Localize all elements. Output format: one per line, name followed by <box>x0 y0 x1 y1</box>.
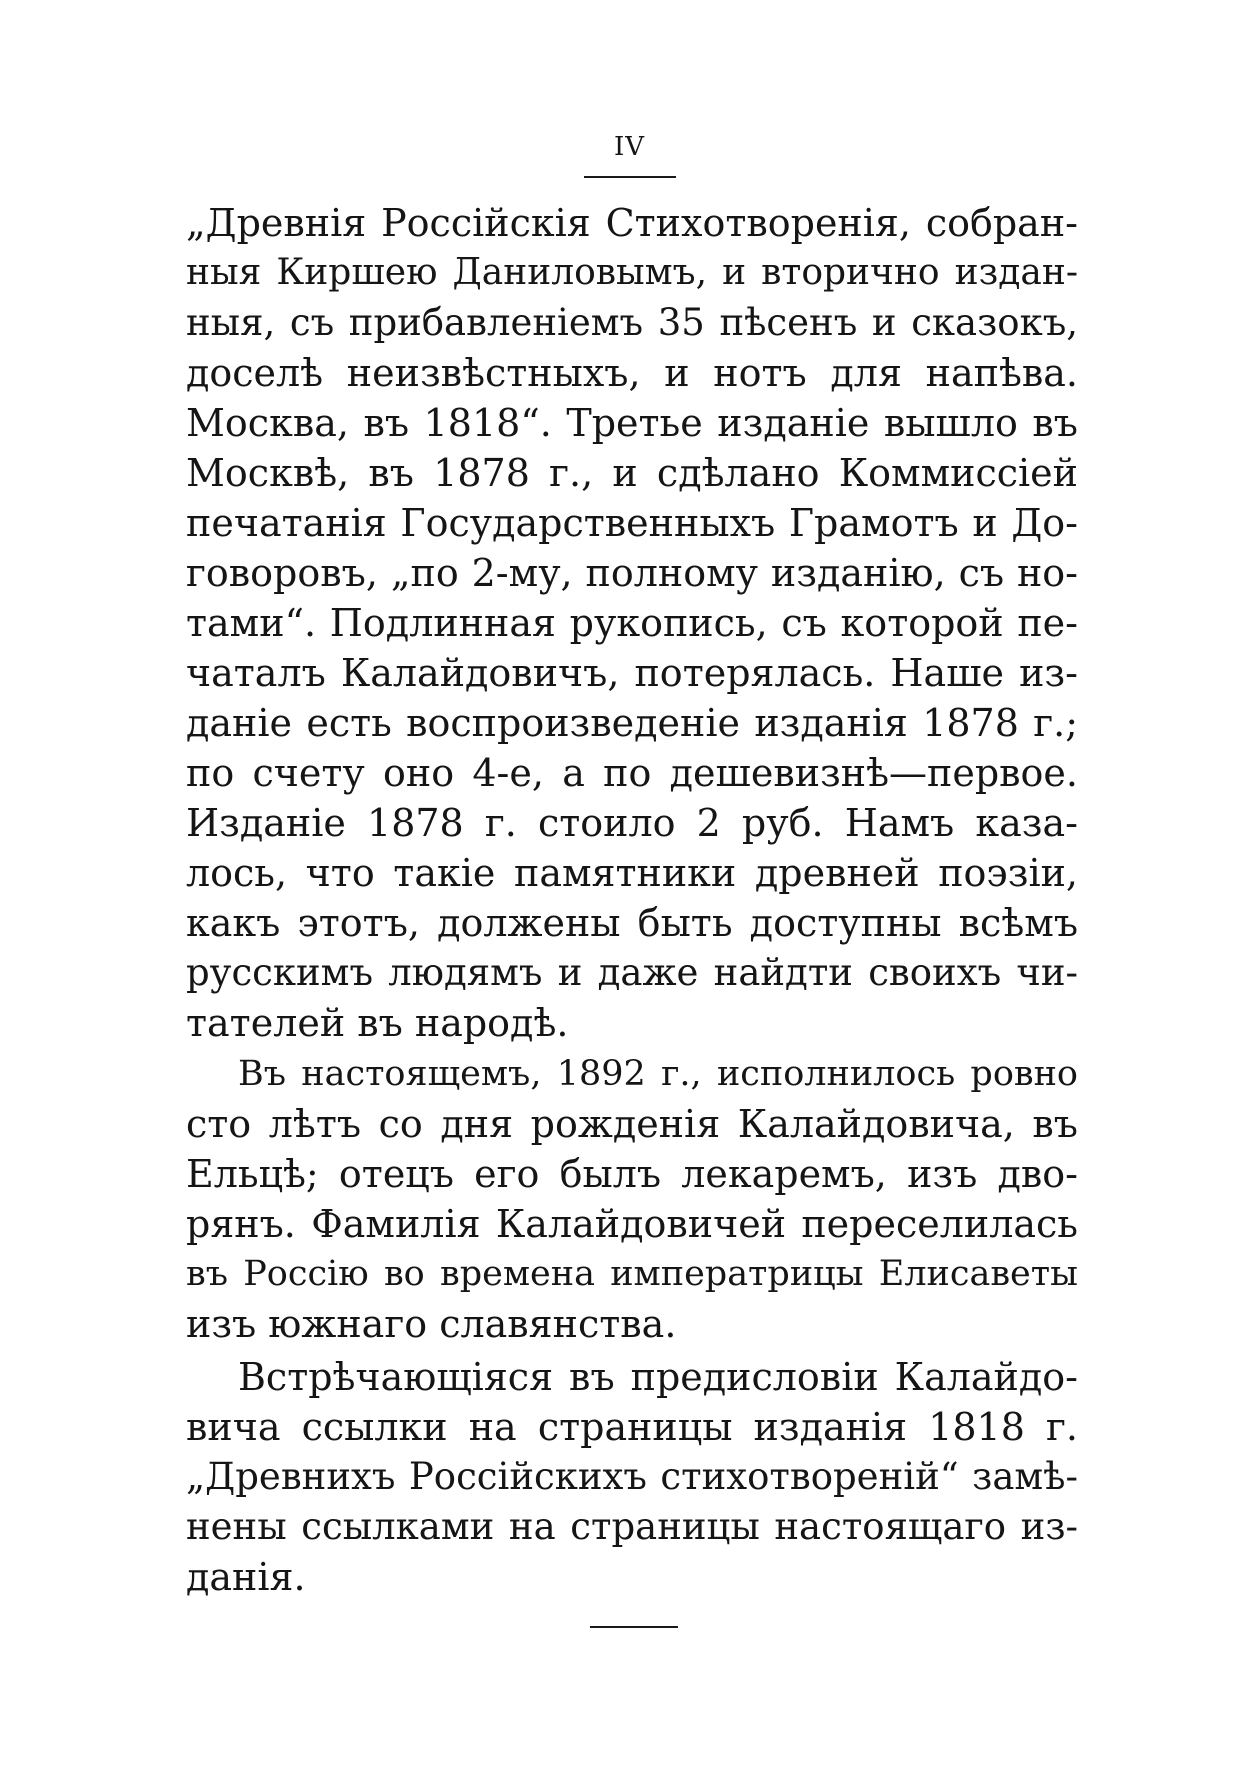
text-line: ныя, съ прибавленіемъ 35 пѣсенъ и сказокъ, <box>186 301 1078 344</box>
text-line: сто лѣтъ со дня рожденія Калайдовича, въ <box>186 1102 1078 1146</box>
text-line: Встрѣчающіяся въ предисловіи Калайдо- <box>238 1355 1078 1399</box>
text-line: говоровъ, „по 2-му, полному изданію, съ но- <box>186 551 1078 595</box>
text-line: какъ этотъ, должены быть доступны всѣмъ <box>186 901 1078 945</box>
footer-rule <box>590 1626 678 1628</box>
text-line: вича ссылки на страницы изданія 1818 г. <box>186 1405 1078 1449</box>
text-line: даніе есть воспроизведеніе изданія 1878 г.; <box>186 701 1078 745</box>
text-line: русскимъ людямъ и даже найдти своихъ чи- <box>186 951 1078 994</box>
header-rule <box>584 176 676 178</box>
text-line: доселѣ неизвѣстныхъ, и нотъ для напѣва. <box>186 351 1078 395</box>
text-line: Ельцѣ; отецъ его былъ лекаремъ, изъ дво- <box>186 1152 1078 1196</box>
text-line: Москвѣ, въ 1878 г., и сдѣлано Коммиссіей <box>186 451 1078 495</box>
text-line: „Древнихъ Россійскихъ стихотвореній“ замѣ- <box>186 1455 1078 1498</box>
text-line: по счету оно 4-е, а по дешевизнѣ—первое. <box>186 751 1078 795</box>
page-number: IV <box>613 132 646 162</box>
text-line: „Древнія Россійскія Стихотворенія, собран- <box>186 201 1078 245</box>
text-line: тателей въ народѣ. <box>186 1001 569 1045</box>
paragraph-2 <box>186 1049 1078 1349</box>
text-line: печатанія Государственныхъ Грамотъ и До- <box>186 501 1078 545</box>
text-line: чаталъ Калайдовичъ, потерялась. Наше из- <box>186 651 1078 695</box>
paragraph-3 <box>186 1352 1078 1602</box>
text-line: Москва, въ 1818“. Третье изданіе вышло въ <box>186 401 1078 445</box>
text-line: Въ настоящемъ, 1892 г., исполнилось ровно <box>238 1054 1078 1094</box>
text-line: лось, что такіе памятники древней поэзіи, <box>186 851 1078 895</box>
paragraph-1 <box>186 198 1078 1048</box>
text-line: данія. <box>186 1555 306 1599</box>
text-line: въ Россію во времена императрицы Елисаветы <box>186 1254 1078 1294</box>
text-line: нены ссылками на страницы настоящаго из- <box>186 1505 1078 1548</box>
text-line: Изданіе 1878 г. стоило 2 руб. Намъ каза- <box>186 801 1078 845</box>
text-line: рянъ. Фамилія Калайдовичей переселилась <box>186 1202 1078 1246</box>
text-line: тами“. Подлинная рукопись, съ которой пе- <box>186 601 1078 645</box>
text-line: ныя Киршею Даниловымъ, и вторично издан- <box>186 252 1078 293</box>
text-line: изъ южнаго славянства. <box>186 1302 677 1346</box>
